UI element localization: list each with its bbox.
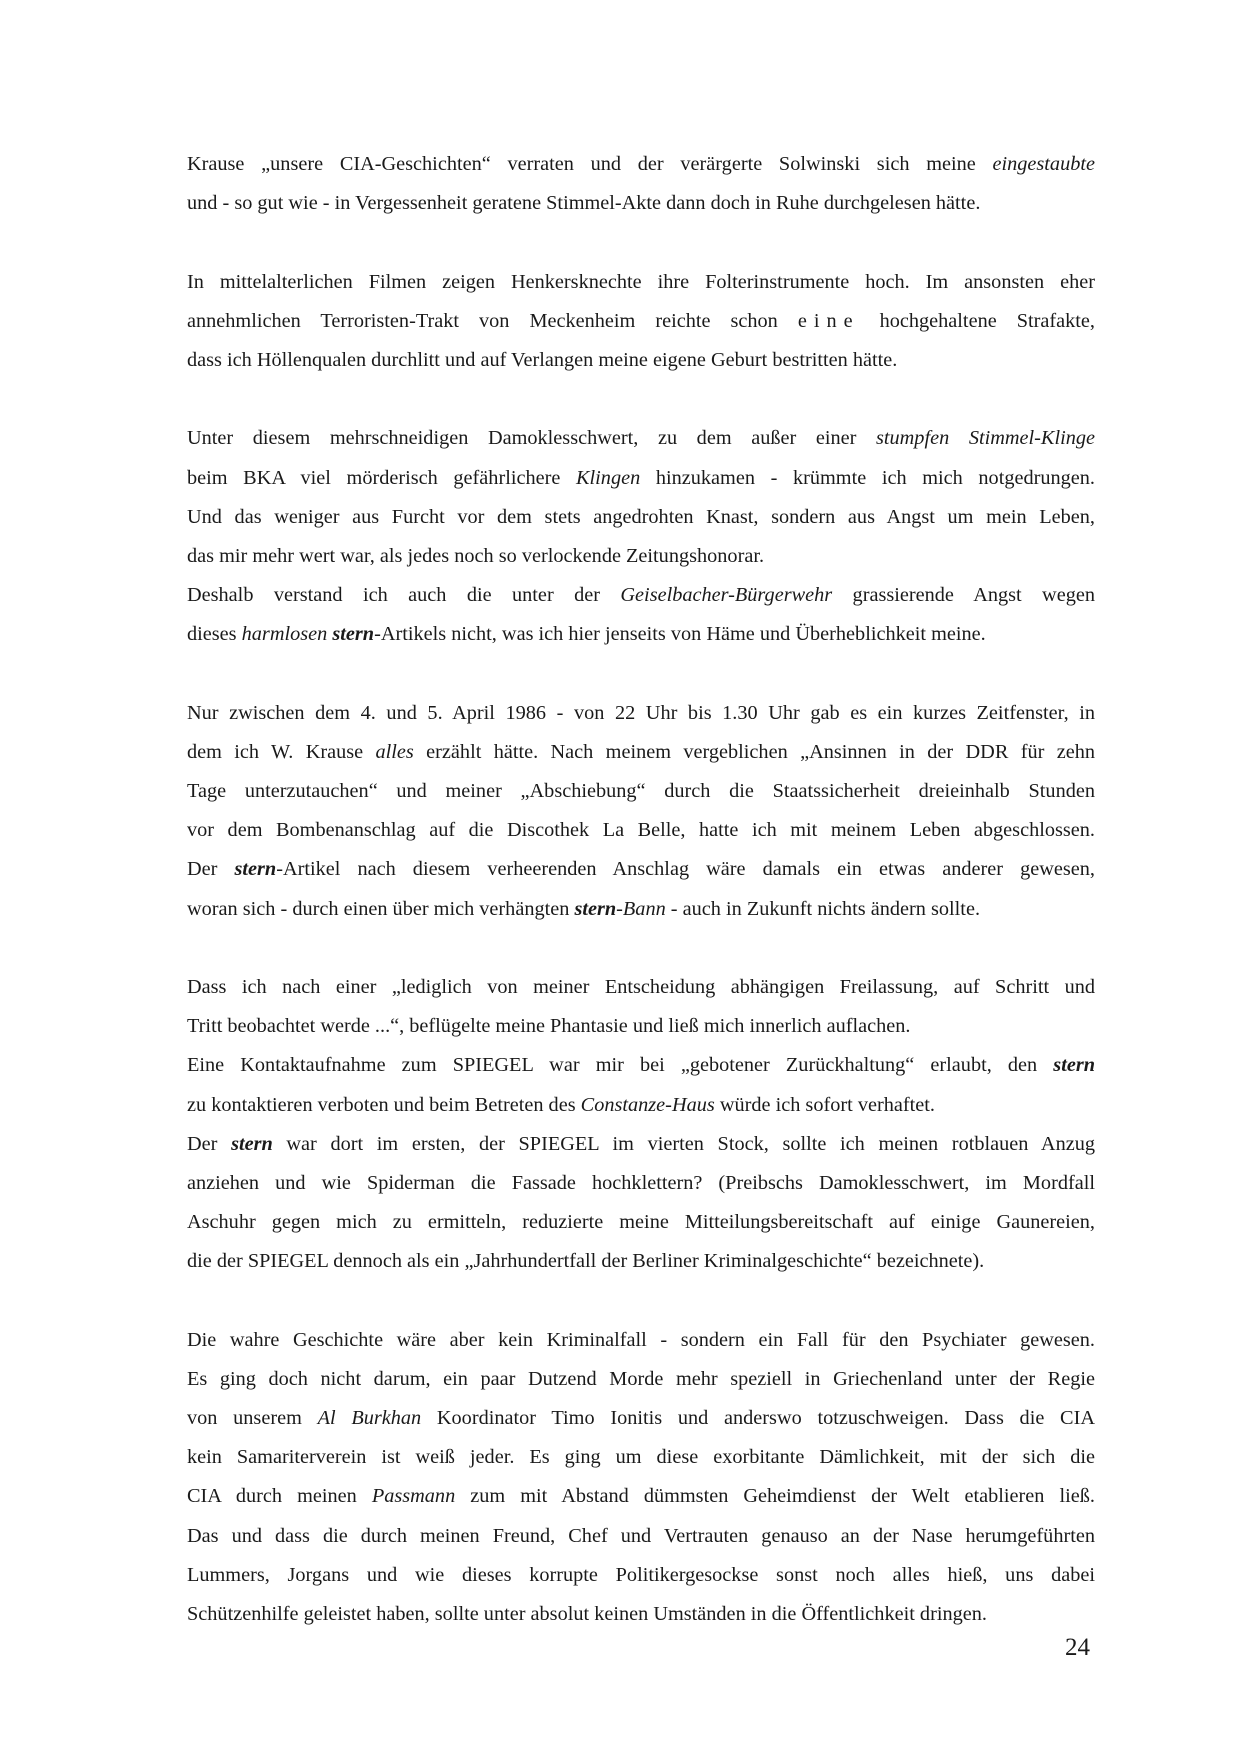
bold-italic-text: stern [332, 623, 375, 646]
text-run: grassierende Angst wegen [832, 584, 1095, 607]
text-line [187, 1203, 1095, 1242]
text-line [187, 145, 1095, 184]
text-run: Tage unterzutauchen“ und meiner „Abschiebung“ durch die Staatssicherheit dreieinhalb Stunden [187, 780, 1095, 802]
paragraph-gap [187, 380, 1095, 419]
italic-text: Geiselbacher-Bürgerwehr [620, 584, 833, 607]
text-run: Der [187, 858, 235, 881]
text-line [187, 890, 1095, 929]
paragraph-gap [187, 929, 1095, 968]
text-run: dieses [187, 623, 242, 646]
text-run: woran sich - durch einen über mich verhängten [187, 897, 575, 920]
text-line [187, 811, 1095, 850]
italic-text: Al Burkhan [317, 1407, 422, 1429]
italic-text: harmlosen [241, 623, 328, 646]
text-line [187, 341, 1095, 380]
paragraph-gap [187, 654, 1095, 693]
text-run: CIA durch meinen [187, 1485, 372, 1508]
text-line [187, 968, 1095, 1007]
italic-text: alles [375, 740, 414, 763]
text-line [187, 1242, 1095, 1281]
text-line [187, 694, 1095, 733]
text-line [187, 1086, 1095, 1125]
text-line [187, 1438, 1095, 1477]
text-line [187, 850, 1095, 889]
text-line [187, 1517, 1095, 1556]
text-run: Die wahre Geschichte wäre aber kein Kriminalfall - sondern ein Fall für den Psychiater gewesen. [187, 1328, 1095, 1351]
italic-text: Constanze-Haus [580, 1093, 715, 1116]
text-run: dem ich W. Krause [187, 740, 376, 763]
spaced-emphasis-text: eine [797, 309, 860, 332]
italic-text: stumpfen Stimmel-Klinge [875, 427, 1095, 450]
text-run: dass ich Höllenqualen durchlitt und auf Verlangen meine eigene Geburt bestritten hätte. [187, 348, 898, 371]
text-run: von unserem [187, 1407, 318, 1429]
text-run: die der SPIEGEL dennoch als ein „Jahrhundertfall der Berliner Kriminalgeschichte“ bezeichnete). [187, 1250, 985, 1273]
text-run: Der [187, 1132, 232, 1155]
text-run: und - so gut wie - in Vergessenheit geratene Stimmel-Akte dann doch in Ruhe durchgelesen hätte. [187, 192, 981, 215]
text-run: zum mit Abstand dümmsten Geheimdienst der Welt etablieren ließ. [455, 1485, 1095, 1508]
text-run: Es ging doch nicht darum, ein paar Dutzend Morde mehr speziell in Griechenland unter der Regie [187, 1367, 1095, 1390]
text-run: Unter diesem mehrschneidigen Damoklesschwert, zu dem außer einer [187, 427, 876, 450]
text-line [187, 576, 1095, 615]
text-run: Schützenhilfe geleistet haben, sollte unter absolut keinen Umständen in die Öffentlichkeit dringen. [187, 1602, 987, 1625]
text-run: anziehen und wie Spiderman die Fassade hochklettern? (Preibschs Damoklesschwert, im Mordfall [187, 1171, 1095, 1194]
text-run: Krause „unsere CIA-Geschichten“ verraten und der verärgerte Solwinski sich meine [187, 153, 993, 175]
text-run: erzählt hätte. Nach meinem vergeblichen „Ansinnen in der DDR für zehn [413, 740, 1095, 763]
text-run: -Artikels nicht, was ich hier jenseits von Häme und Überheblichkeit meine. [374, 623, 986, 646]
text-run: würde ich sofort verhaftet. [714, 1093, 935, 1116]
paragraph-gap [187, 223, 1095, 262]
text-run: das mir mehr wert war, als jedes noch so verlockende Zeitungshonorar. [187, 544, 765, 567]
text-line [187, 1360, 1095, 1399]
italic-text: -Bann [616, 897, 666, 920]
text-run: In mittelalterlichen Filmen zeigen Henkersknechte ihre Folterinstrumente hoch. Im ansonsten eher [187, 270, 1095, 293]
text-line [187, 733, 1095, 772]
text-line [187, 1477, 1095, 1516]
text-run: war dort im ersten, der SPIEGEL im vierten Stock, sollte ich meinen rotblauen Anzug [272, 1132, 1095, 1155]
text-line [187, 263, 1095, 302]
bold-italic-text: stern [231, 1132, 273, 1155]
text-line [187, 1556, 1095, 1595]
text-run: zu kontaktieren verboten und beim Betreten des [187, 1093, 581, 1116]
text-line [187, 537, 1095, 576]
text-line [187, 1399, 1095, 1438]
text-run: Nur zwischen dem 4. und 5. April 1986 - von 22 Uhr bis 1.30 Uhr gab es ein kurzes Zeitfenster, in [187, 701, 1095, 724]
text-run: kein Samariterverein ist weiß jeder. Es ging um diese exorbitante Dämlichkeit, mit der sich die [187, 1446, 1095, 1469]
text-run: Deshalb verstand ich auch die unter der [187, 584, 621, 607]
text-run: vor dem Bombenanschlag auf die Discothek La Belle, hatte ich mit meinem Leben abgeschlossen. [187, 819, 1095, 842]
italic-text: Klingen [576, 466, 641, 489]
page-number: 24 [1065, 1634, 1090, 1661]
text-run: Aschuhr gegen mich zu ermitteln, reduzierte meine Mitteilungsbereitschaft auf einige Gaunereien, [187, 1211, 1095, 1234]
text-line [187, 1595, 1095, 1634]
text-line [187, 459, 1095, 498]
text-line [187, 1046, 1095, 1085]
text-line [187, 302, 1095, 341]
text-line [187, 1321, 1095, 1360]
text-line [187, 498, 1095, 537]
italic-text: eingestaubte [992, 153, 1095, 175]
text-run: Und das weniger aus Furcht vor dem stets angedrohten Knast, sondern aus Angst um mein Leben, [187, 505, 1095, 528]
text-line [187, 615, 1095, 654]
text-run: -Artikel nach diesem verheerenden Anschlag wäre damals ein etwas anderer gewesen, [276, 858, 1095, 881]
text-run: annehmlichen Terroristen-Trakt von Meckenheim reichte schon [187, 309, 798, 332]
bold-italic-text: stern [1053, 1054, 1095, 1077]
text-run: Koordinator Timo Ionitis und anderswo totzuschweigen. Dass die CIA [421, 1407, 1095, 1429]
text-run: hinzukamen - krümmte ich mich notgedrungen. [640, 466, 1096, 489]
text-run: Dass ich nach einer „lediglich von meiner Entscheidung abhängigen Freilassung, auf Schritt und [187, 975, 1095, 998]
text-line [187, 1125, 1095, 1164]
text-run: - auch in Zukunft nichts ändern sollte. [665, 897, 981, 920]
bold-italic-text: stern [234, 858, 277, 881]
paragraph-gap [187, 1281, 1095, 1320]
text-line [187, 1164, 1095, 1203]
document-body [187, 145, 1095, 1634]
bold-italic-text: stern [574, 897, 617, 920]
italic-text: Passmann [371, 1485, 456, 1508]
text-run: Eine Kontaktaufnahme zum SPIEGEL war mir bei „gebotener Zurückhaltung“ erlaubt, den [187, 1054, 1054, 1077]
text-line [187, 184, 1095, 223]
text-run: Das und dass die durch meinen Freund, Chef und Vertrauten genauso an der Nase herumgeführten [187, 1524, 1095, 1547]
text-line [187, 419, 1095, 458]
text-line [187, 772, 1095, 811]
text-run: beim BKA viel mörderisch gefährlichere [187, 466, 576, 489]
text-run: Lummers, Jorgans und wie dieses korrupte Politikergesockse sonst noch alles hieß, uns dabei [187, 1563, 1095, 1586]
text-run: hochgehaltene Strafakte, [859, 309, 1095, 332]
text-run: Tritt beobachtet werde ...“, beflügelte meine Phantasie und ließ mich innerlich auflachen. [187, 1015, 911, 1038]
text-line [187, 1007, 1095, 1046]
